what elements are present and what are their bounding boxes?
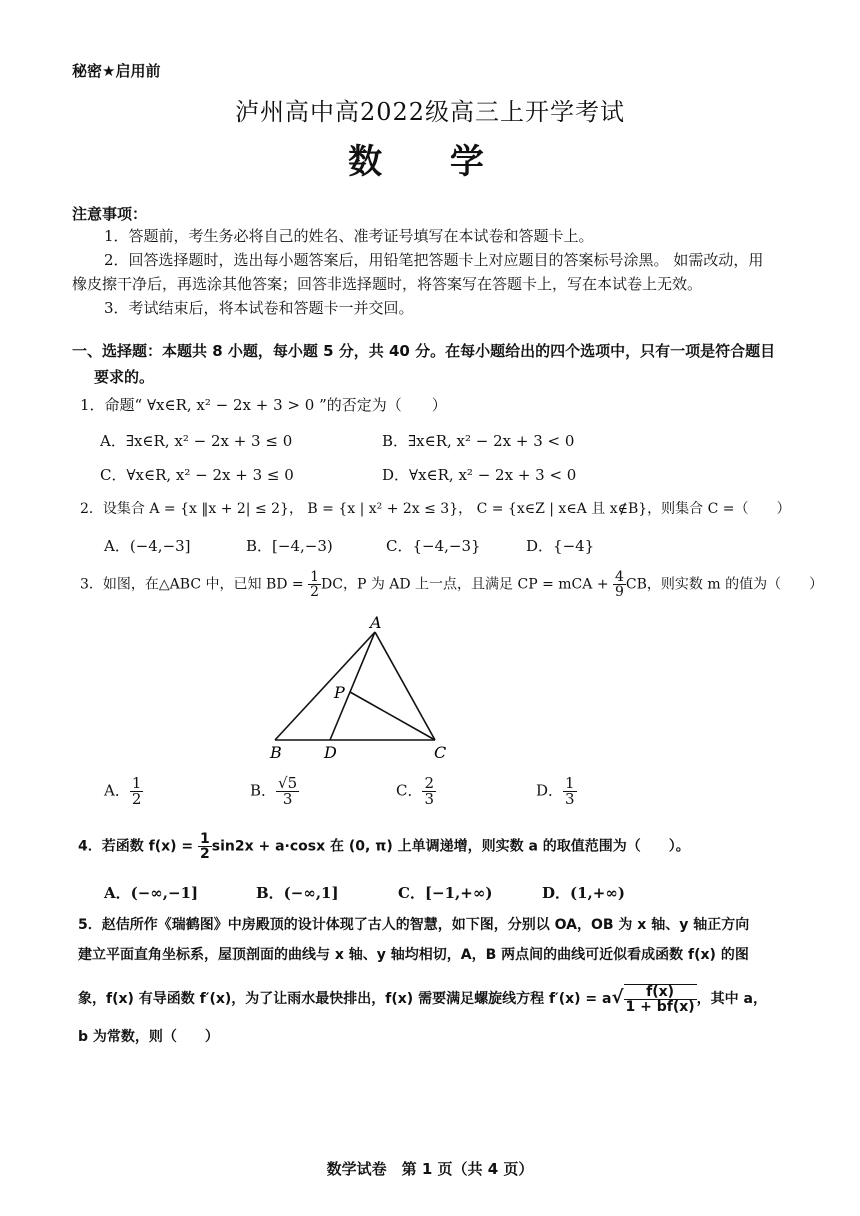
question-5-line-4: b 为常数，则（ ）	[78, 1029, 219, 1045]
q3-coef-numerator: 4	[615, 569, 624, 585]
q5-root-numerator: f(x)	[624, 985, 697, 1000]
q3-half-numerator: 1	[310, 569, 320, 585]
page-footer: 数学试卷 第 1 页（共 4 页）	[326, 1160, 534, 1178]
q4-fraction	[198, 832, 212, 861]
q3-option-c-fraction	[422, 776, 436, 807]
notice-item-2-cont: 橡皮擦干净后，再选涂其他答案；回答非选择题时，将答案写在答题卡上，写在本试卷上无效。	[72, 275, 703, 293]
question-5-line-2: 建立平面直角坐标系，屋顶剖面的曲线与 x 轴、y 轴均相切，A，B 两点间的曲线可近似看成函数 f(x) 的图	[78, 947, 749, 963]
question-3-stem	[80, 570, 823, 599]
q3-option-b-prefix: B．	[250, 781, 277, 800]
label-p: P	[334, 683, 345, 702]
question-1-stem: 1．命题“ ∀x∈R, x² − 2x + 3 > 0 ”的否定为（ ）	[80, 396, 447, 414]
question-2-option-a[interactable]: A．(−4,−3]	[104, 537, 191, 555]
q3-option-b-numerator: √5	[278, 774, 298, 792]
q3-option-c-prefix: C．	[396, 781, 423, 800]
label-d: D	[324, 743, 337, 762]
label-c: C	[434, 743, 447, 762]
confidential-label: 秘密★启用前	[72, 62, 161, 80]
q3-half-denominator: 2	[310, 584, 320, 600]
question-3-option-d[interactable]	[536, 776, 577, 807]
question-1-option-a[interactable]: A．∃x∈R, x² − 2x + 3 ≤ 0	[100, 432, 293, 450]
question-2-option-c[interactable]: C．{−4,−3}	[386, 537, 481, 555]
question-2-option-b[interactable]: B．[−4,−3)	[246, 537, 333, 555]
q4-stem-part-a: 4．若函数 f(x) =	[78, 838, 199, 855]
q3-option-a-denominator: 2	[131, 790, 142, 808]
section-heading-cont: 要求的。	[94, 368, 155, 386]
q3-coef-fraction	[613, 570, 626, 599]
q4-numerator: 1	[200, 831, 210, 847]
exam-title: 泸州高中高2022级高三上开学考试	[234, 98, 626, 126]
label-b: B	[270, 743, 282, 762]
subject-title: 数 学	[348, 142, 512, 182]
question-5-line-1: 5．赵佶所作《瑞鹤图》中房殿顶的设计体现了古人的智慧，如下图，分别以 OA，OB 为 x 轴、y 轴正方向	[78, 917, 750, 933]
label-a: A	[370, 613, 382, 632]
question-3-option-a[interactable]	[104, 776, 143, 807]
question-3-option-b[interactable]	[250, 776, 299, 807]
question-4-option-c[interactable]: C．[−1,+∞)	[398, 884, 493, 902]
q3-option-d-prefix: D．	[536, 781, 564, 800]
notice-item-3: 3．考试结束后，将本试卷和答题卡一并交回。	[104, 299, 414, 317]
q3-option-d-fraction	[563, 776, 577, 807]
q3-option-d-numerator: 1	[565, 774, 575, 792]
q4-denominator: 2	[200, 846, 210, 862]
sqrt-sign-icon: √	[611, 987, 624, 1008]
notice-item-2: 2．回答选择题时，选出每小题答案后，用铅笔把答题卡上对应题目的答案标号涂黑。 如需改动，用	[104, 251, 764, 269]
question-4-stem	[78, 832, 690, 861]
notice-heading: 注意事项：	[72, 205, 148, 223]
question-1-option-c[interactable]: C．∀x∈R, x² − 2x + 3 ≤ 0	[100, 466, 294, 484]
q3-option-c-denominator: 3	[424, 790, 435, 808]
q3-coef-denominator: 9	[615, 584, 624, 600]
q5-line-3-part-b: ，其中 a，	[696, 991, 767, 1007]
q3-option-b-fraction	[276, 776, 299, 807]
question-1-option-b[interactable]: B．∃x∈R, x² − 2x + 3 < 0	[382, 432, 575, 450]
q4-stem-part-b: sin2x + a·cosx 在 (0, π) 上单调递增，则实数 a 的取值范围为（ ）。	[211, 838, 690, 855]
question-1-option-d[interactable]: D．∀x∈R, x² − 2x + 3 < 0	[382, 466, 577, 484]
question-4-option-d[interactable]: D．(1,+∞)	[542, 884, 625, 902]
question-3-option-c[interactable]	[396, 776, 436, 807]
q3-half-fraction	[308, 570, 321, 599]
notice-item-1: 1．答题前，考生务必将自己的姓名、准考证号填写在本试卷和答题卡上。	[104, 227, 594, 245]
q3-option-a-numerator: 1	[131, 774, 142, 792]
question-2-stem: 2．设集合 A = {x ‖x + 2| ≤ 2}， B = {x | x² + 2x ≤ 3}， C = {x∈Z | x∈A 且 x∉B}，则集合 C =（ ）	[80, 501, 791, 517]
q3-option-a-fraction	[130, 776, 144, 807]
q3-option-c-numerator: 2	[424, 774, 435, 792]
question-4-option-a[interactable]: A．(−∞,−1]	[104, 884, 199, 902]
q5-root-fraction	[624, 984, 697, 1014]
q3-stem-part-b: DC，P 为 AD 上一点，且满足 CP = mCA +	[321, 576, 613, 593]
q3-option-d-denominator: 3	[565, 790, 575, 808]
section-heading: 一、选择题：本题共 8 小题，每小题 5 分，共 40 分。在每小题给出的四个选项中，只有一项是符合题目	[72, 342, 776, 360]
question-5-line-3	[78, 984, 767, 1014]
side-ab	[275, 632, 375, 740]
question-2-option-d[interactable]: D．{−4}	[526, 537, 595, 555]
question-4-option-b[interactable]: B．(−∞,1]	[256, 884, 339, 902]
q5-root-denominator: 1 + bf(x)	[625, 999, 695, 1015]
q3-stem-part-c: CB，则实数 m 的值为（ ）	[625, 576, 824, 593]
q5-line-3-part-a: 象，f(x) 有导函数 f′(x)，为了让雨水最快排出，f(x) 需要满足螺旋线方程 f′(x) = a	[78, 991, 612, 1007]
q3-stem-part-a: 3．如图，在△ABC 中，已知 BD =	[80, 576, 309, 593]
q3-option-b-denominator: 3	[282, 790, 293, 808]
triangle-figure	[260, 612, 460, 762]
q3-option-a-prefix: A．	[104, 781, 130, 800]
